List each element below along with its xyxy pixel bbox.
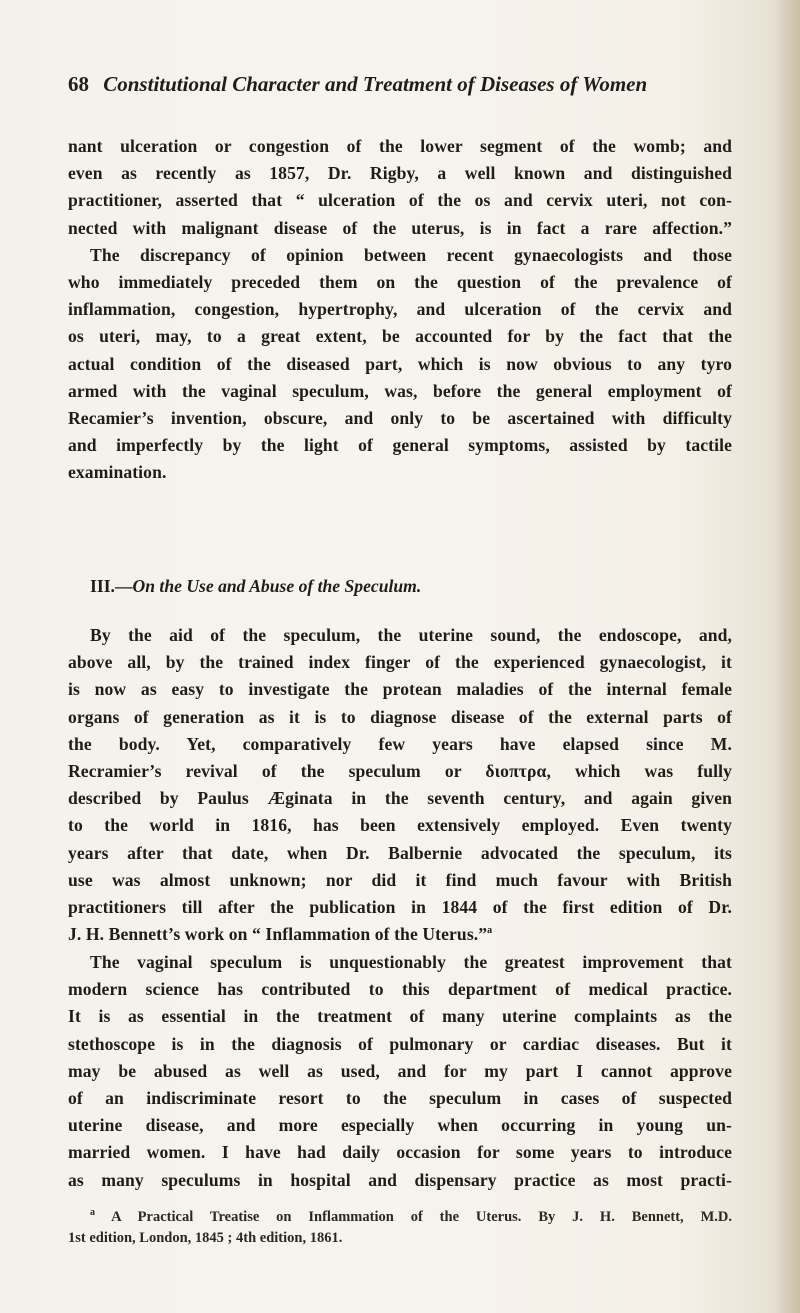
text-line: as many speculums in hospital and dispensary practice as most practi- [68, 1169, 732, 1190]
text-line: practitioner, asserted that “ ulceration of the os and cervix uteri, not con- [68, 190, 732, 211]
paragraph-2 [68, 622, 732, 948]
text-line: practitioners till after the publication in 1844 of the first edition of Dr. [68, 896, 732, 917]
text-line: to the world in 1816, has been extensively employed. Even twenty [68, 815, 732, 836]
text-line: is now as easy to investigate the protean maladies of the internal female [68, 679, 732, 700]
footnote-text: A Practical Treatise on Inflammation of the Uterus. By J. H. Bennett, M.D. [111, 1209, 732, 1225]
text-line: above all, by the trained index finger of the experienced gynaecologist, it [68, 652, 732, 673]
text-line: examination. [68, 462, 167, 483]
text-fragment: J. H. Bennett’s work on “ Inflammation of the Uterus.” [68, 924, 488, 945]
section-heading [68, 573, 754, 600]
paragraph-3 [68, 949, 732, 1194]
text-line: even as recently as 1857, Dr. Rigby, a well known and distinguished [68, 163, 732, 184]
running-header [68, 72, 732, 106]
page-edge-shadow [774, 0, 800, 1313]
text-line: described by Paulus Æginata in the seventh century, and again given [68, 788, 732, 809]
text-line: the body. Yet, comparatively few years have elapsed since M. [68, 733, 732, 754]
footnote-marker: a [487, 925, 493, 937]
text-line: The vaginal speculum is unquestionably the greatest improvement that [90, 952, 732, 972]
footnote-line: 1st edition, London, 1845 ; 4th edition, 1861. [68, 1230, 343, 1246]
text-line: years after that date, when Dr. Balbernie advocated the speculum, its [68, 842, 732, 863]
text-line: use was almost unknown; nor did it find much favour with British [68, 869, 732, 890]
text-line: It is as essential in the treatment of many uterine complaints as the [68, 1006, 732, 1027]
running-title: Constitutional Character and Treatment of Diseases of Women [103, 72, 648, 96]
section-numeral: III.— [90, 576, 133, 596]
text-line: organs of generation as it is to diagnose disease of the external parts of [68, 706, 732, 727]
section-title: On the Use and Abuse of the Speculum. [132, 576, 422, 596]
text-line: stethoscope is in the diagnosis of pulmonary or cardiac diseases. But it [68, 1033, 732, 1054]
text-line: os uteri, may, to a great extent, be accounted for by the fact that the [68, 326, 732, 347]
text-line: armed with the vaginal speculum, was, before the general employment of [68, 380, 732, 401]
text-line: who immediately preceded them on the question of the prevalence of [68, 271, 732, 292]
text-line: modern science has contributed to this department of medical practice. [68, 979, 732, 1000]
text-line: actual condition of the diseased part, which is now obvious to any tyro [68, 353, 732, 374]
text-line: and imperfectly by the light of general symptoms, assisted by tactile [68, 435, 732, 456]
text-line: married women. I have had daily occasion for some years to introduce [68, 1142, 732, 1163]
footnote [68, 1207, 732, 1249]
text-line: Recramier’s revival of the speculum or διοπτρα, which was fully [68, 760, 732, 781]
paragraph-1 [68, 133, 732, 486]
footnote-line [68, 1207, 732, 1228]
text-line: By the aid of the speculum, the uterine sound, the endoscope, and, [90, 625, 732, 645]
text-line: uterine disease, and more especially when occurring in young un- [68, 1115, 732, 1136]
text-line-with-footnote [68, 921, 732, 948]
text-line: nant ulceration or congestion of the lower segment of the womb; and [68, 136, 732, 156]
text-line: of an indiscriminate resort to the speculum in cases of suspected [68, 1087, 732, 1108]
footnote-marker: a [90, 1207, 95, 1219]
text-line: nected with malignant disease of the uterus, is in fact a rare affection.” [68, 217, 732, 238]
text-line: The discrepancy of opinion between recent gynaecologists and those [90, 244, 732, 265]
page-number: 68 [68, 72, 89, 96]
text-line: Recamier’s invention, obscure, and only to be ascertained with difficulty [68, 407, 732, 428]
text-line: inflammation, congestion, hypertrophy, and ulceration of the cervix and [68, 299, 732, 320]
text-line: may be abused as well as used, and for my part I cannot approve [68, 1060, 732, 1081]
